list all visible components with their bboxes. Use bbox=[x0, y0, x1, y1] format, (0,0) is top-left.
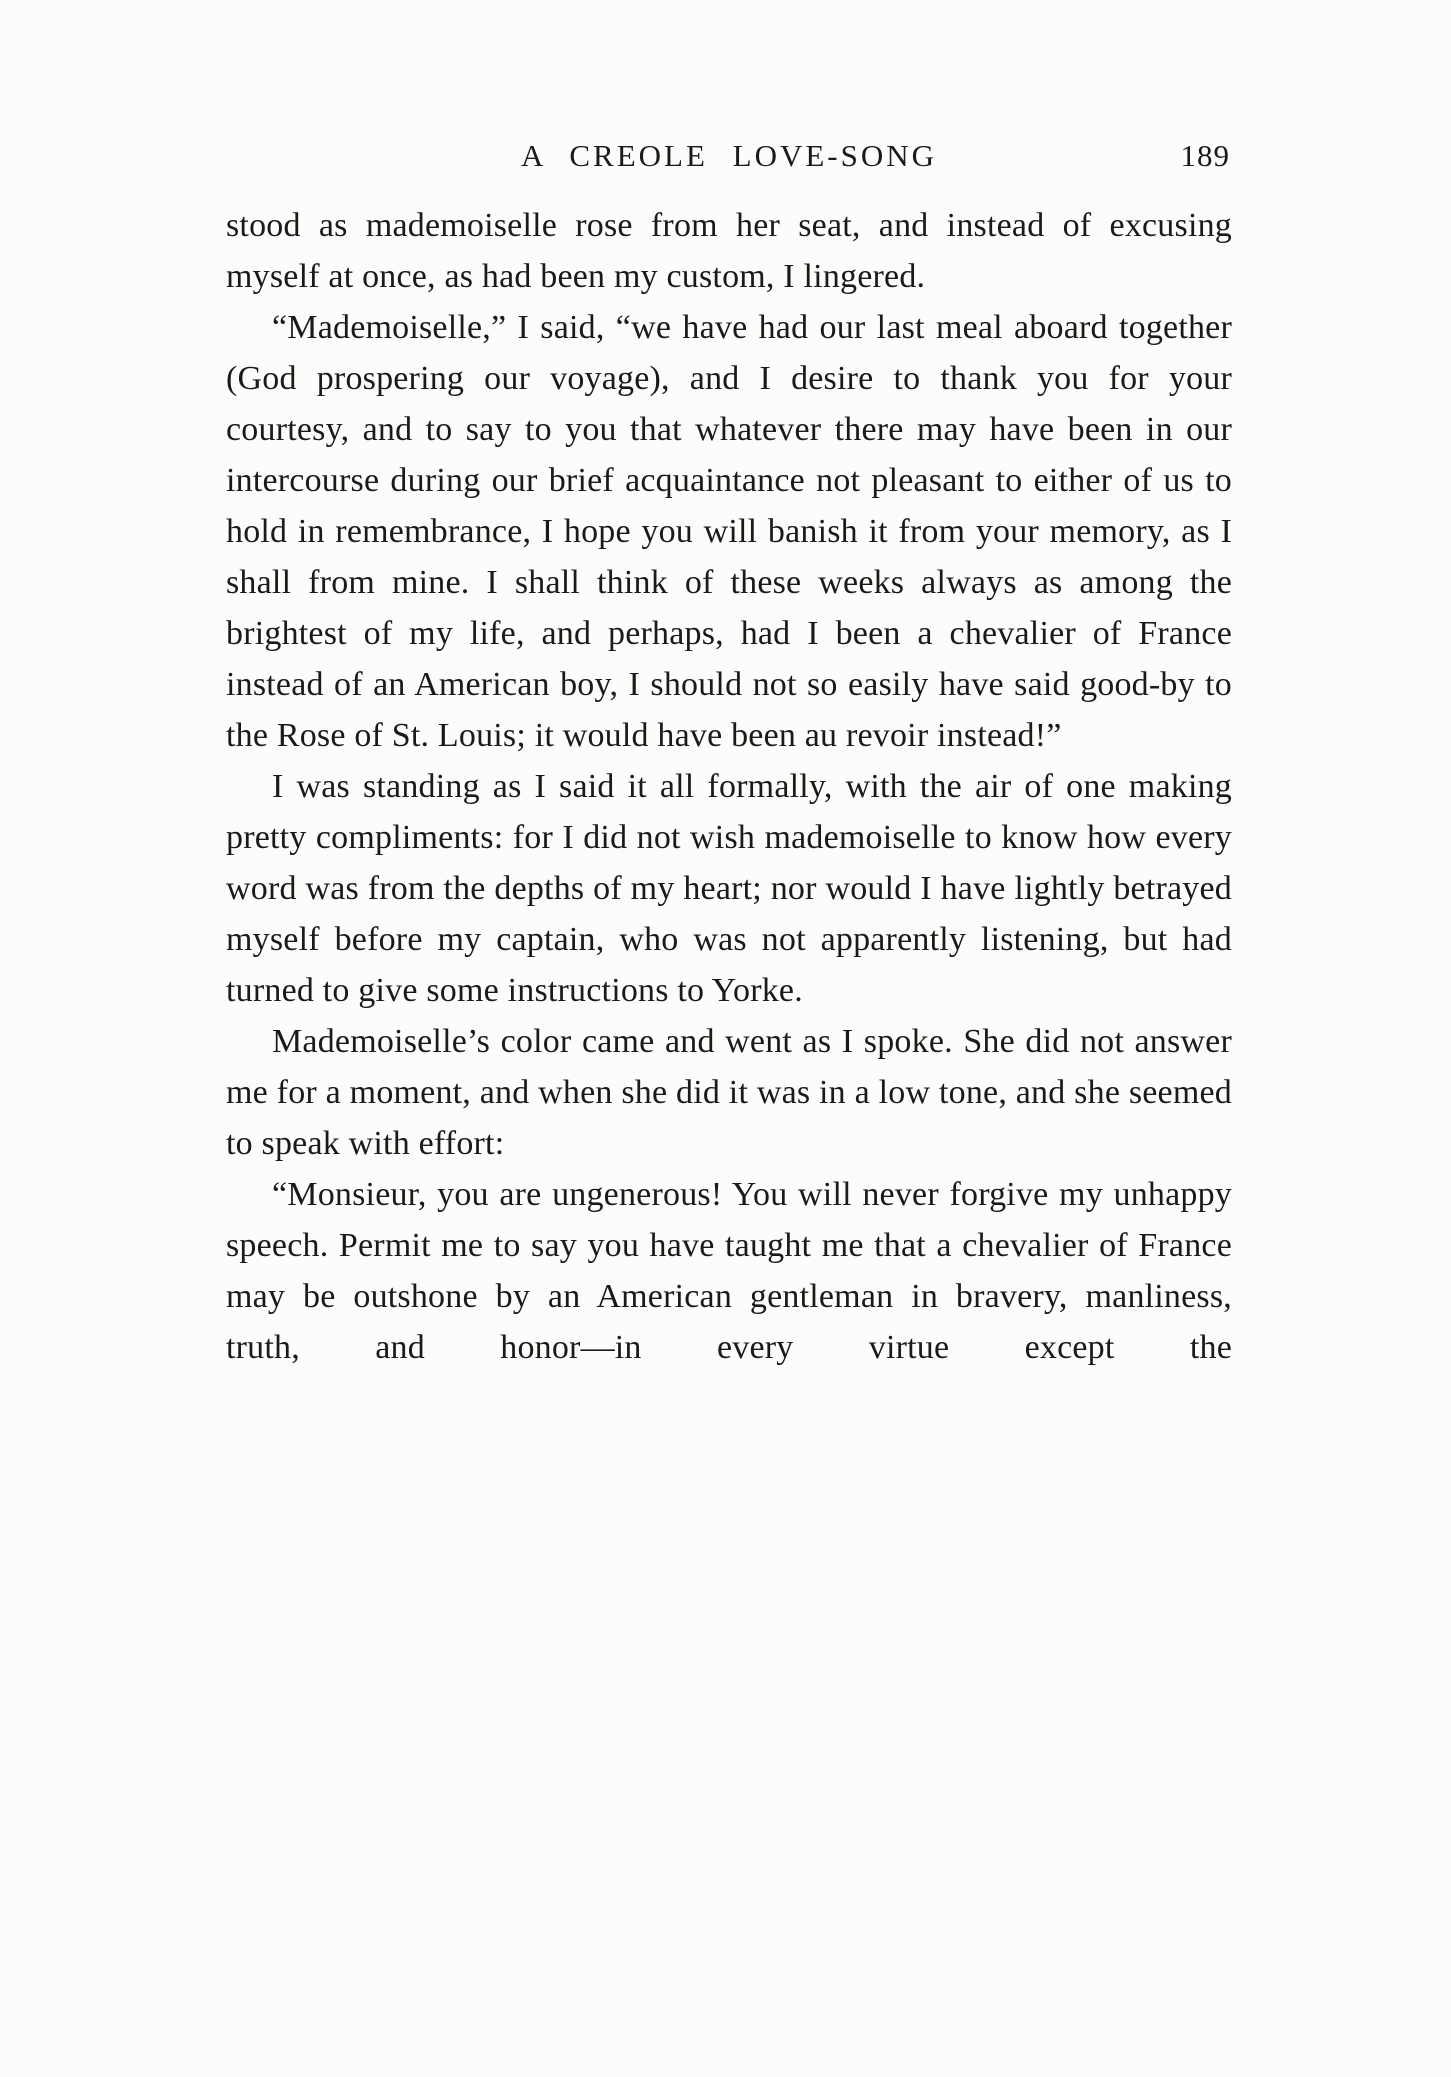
running-head bbox=[226, 138, 1232, 200]
text-block bbox=[226, 138, 1232, 1373]
paragraph-narration-standing: I was standing as I said it all formally, with the air of one making pretty compliments: for I did not wish mademoiselle to know how every word was from the depths of my heart; nor would I have lightly betrayed myself before my captain, who was not apparently listening, but had turned to give some instructions to Yorke. bbox=[226, 768, 1232, 1009]
paragraph-continuation: stood as mademoiselle rose from her seat, and instead of excusing myself at once, as had been my custom, I lingered. bbox=[226, 207, 1232, 295]
page-number: 189 bbox=[1180, 138, 1230, 173]
paragraph-narration-color: Mademoiselle’s color came and went as I spoke. She did not answer me for a moment, and when she did it was in a low tone, and she seemed to speak with effort: bbox=[226, 1023, 1232, 1162]
paragraph-dialogue-mademoiselle: “Mademoiselle,” I said, “we have had our last meal aboard together (God prospering our voyage), and I desire to thank you for your courtesy, and to say to you that whatever there may have been in our intercourse during our brief acquaintance not pleasant to either of us to hold in remembrance, I hope you will banish it from your memory, as I shall from mine. I shall think of these weeks always as among the brightest of my life, and perhaps, had I been a chevalier of France instead of an American boy, I should not so easily have said good-by to the Rose of St. Louis; it would have been au revoir instead!” bbox=[226, 309, 1232, 754]
paragraph-dialogue-monsieur: “Monsieur, you are ungenerous! You will never forgive my unhappy speech. Permit me to say you have taught me that a chevalier of France may be outshone by an American gentleman in bravery, manliness, truth, and honor—in every virtue except the bbox=[226, 1176, 1232, 1366]
chapter-title: A CREOLE LOVE-SONG bbox=[520, 138, 938, 173]
